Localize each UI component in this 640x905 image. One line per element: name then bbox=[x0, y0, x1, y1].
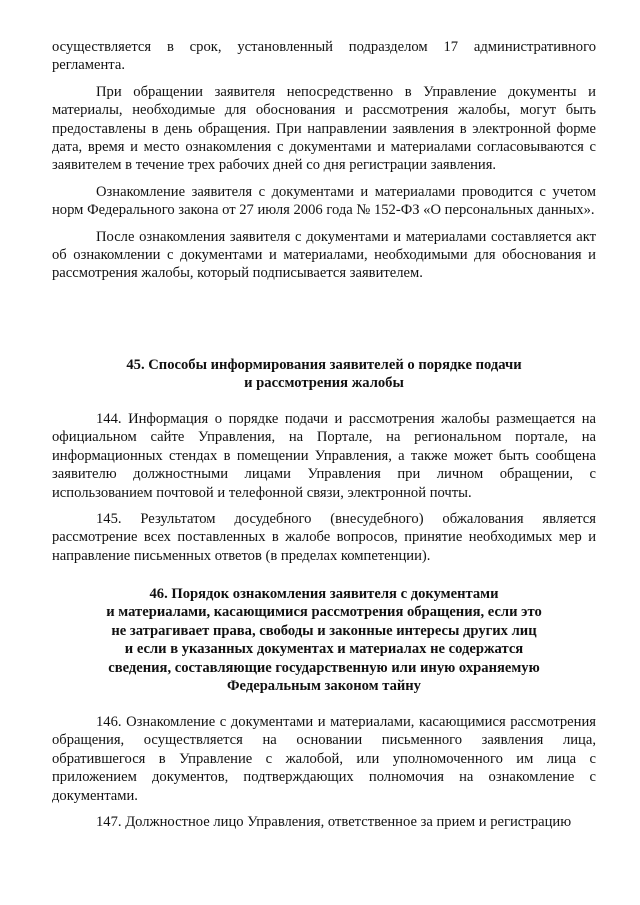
heading-line: и если в указанных документах и материалах не содержатся bbox=[124, 641, 524, 658]
paragraph-continuation: осуществляется в срок, установленный подразделом 17 административного регламента. bbox=[52, 39, 596, 74]
paragraph-block-bottom bbox=[52, 713, 596, 831]
heading-line: 45. Способы информирования заявителей о порядке подачи bbox=[126, 357, 522, 373]
paragraph-146: 146. Ознакомление с документами и материалами, касающимися рассмотрения обращения, осуществляется на основании письменного заявления лица, обратившегося в Управление с жалобой, или уполномоченного им лица с приложением документов, подтверждающих полномочия на ознакомление с документами. bbox=[52, 714, 596, 804]
paragraph-block-top bbox=[52, 38, 596, 283]
section-heading-46 bbox=[52, 585, 596, 695]
heading-line: сведения, составляющие государственную или иную охраняемую bbox=[108, 659, 540, 676]
paragraph-direct-appeal: При обращении заявителя непосредственно в Управление документы и материалы, необходимые для обоснования и рассмотрения жалобы, могут быть предоставлены в день обращения. При направлении заявления в электронной форме дата, время и место ознакомления с документами и материалами согласовываются с заявителем в течение трех рабочих дней со дня регистрации заявления. bbox=[52, 83, 596, 174]
section-heading-45 bbox=[52, 356, 596, 393]
paragraph-145: 145. Результатом досудебного (внесудебного) обжалования является рассмотрение всех поставленных в жалобе вопросов, принятие необходимых мер и направление письменных ответов (в пределах компетенции). bbox=[52, 511, 596, 564]
paragraph-144: 144. Информация о порядке подачи и рассмотрения жалобы размещается на официальном сайте Управления, на Портале, на региональном портале, на информационных стендах в помещении Управления, а также может быть сообщена заявителю должностными лицами Управления при личном обращении, с использованием почтовой и телефонной связи, электронной почты. bbox=[52, 411, 596, 501]
paragraph-personal-data: Ознакомление заявителя с документами и материалами проводится с учетом норм Федерального закона от 27 июля 2006 года № 152-ФЗ «О персональных данных». bbox=[52, 183, 596, 219]
heading-line: Федеральным законом тайну bbox=[227, 678, 421, 695]
paragraph-147: 147. Должностное лицо Управления, ответственное за прием и регистрацию bbox=[96, 814, 572, 831]
paragraph-acquaintance-act: После ознакомления заявителя с документами и материалами составляется акт об ознакомлении с документами и материалами, необходимыми для обоснования и рассмотрения жалобы, который подписывается заявителем. bbox=[52, 228, 596, 282]
heading-line: и рассмотрения жалобы bbox=[244, 375, 404, 392]
heading-line: 46. Порядок ознакомления заявителя с документами bbox=[149, 586, 499, 602]
paragraph-block-middle bbox=[52, 410, 596, 565]
heading-line: и материалами, касающимися рассмотрения обращения, если это bbox=[106, 604, 542, 621]
heading-line: не затрагивает права, свободы и законные интересы других лиц bbox=[111, 622, 537, 639]
